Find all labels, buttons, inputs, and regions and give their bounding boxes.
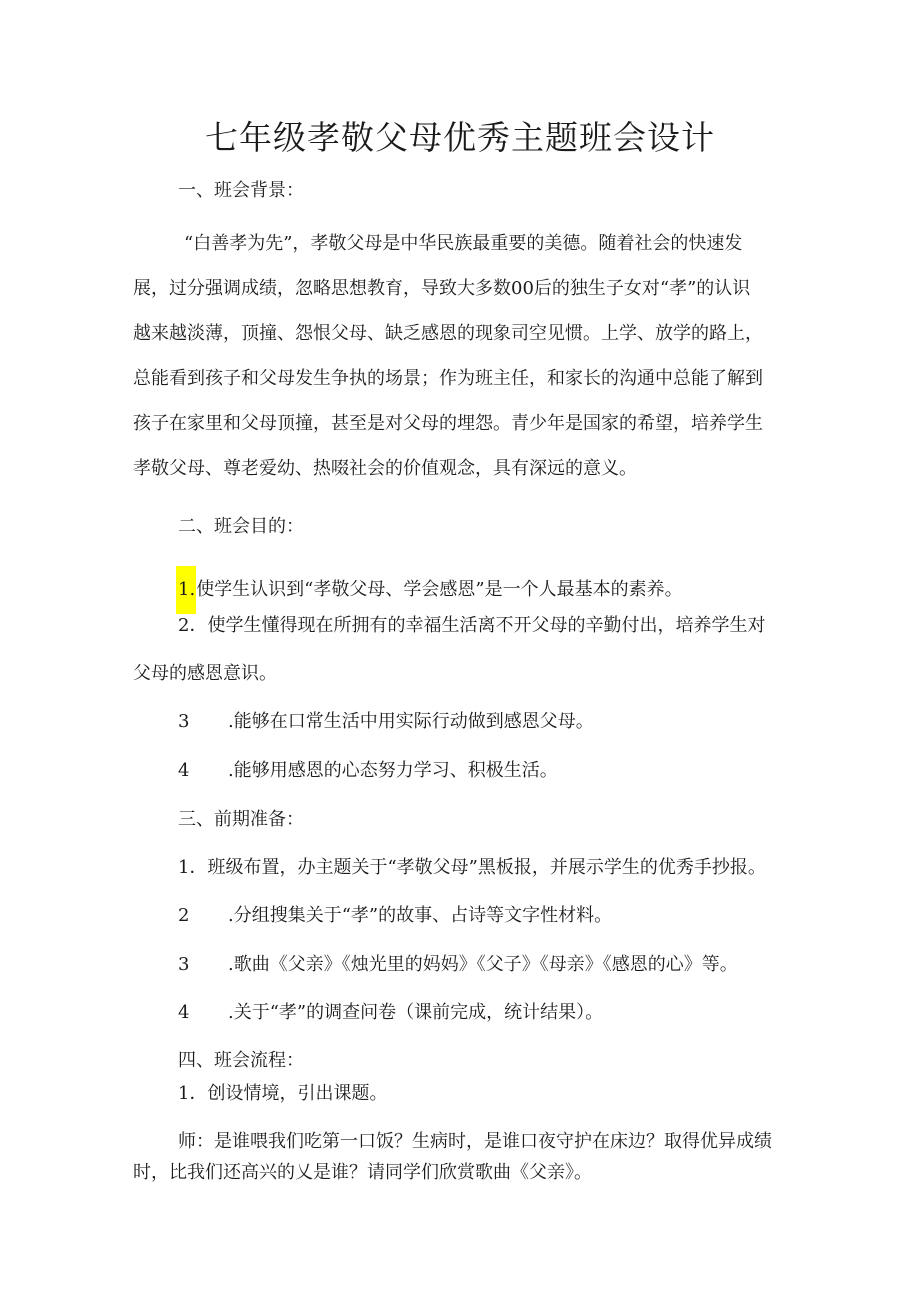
paragraph-line: “白善孝为先”，孝敬父母是中华民族最重要的美德。随着社会的快速发 xyxy=(184,233,743,254)
list-number: 3 xyxy=(178,711,190,732)
list-item: 2．使学生懂得现在所拥有的幸福生活离不开父母的辛勤付出，培养学生对 xyxy=(178,615,766,636)
list-item: 1．创设情境，引出课题。 xyxy=(178,1083,388,1104)
paragraph-line: 孩子在家里和父母顶撞，甚至是对父母的埋怨。青少年是国家的希望，培养学生 xyxy=(133,413,763,434)
list-item-text: .能够用感恩的心态努力学习、积极生活。 xyxy=(228,760,558,781)
list-item-text: .分组搜集关于“孝”的故事、占诗等文字性材料。 xyxy=(228,905,613,926)
section-heading-background: 一、班会背景： xyxy=(178,180,304,201)
list-number: 3 xyxy=(178,954,190,975)
paragraph-line: 总能看到孩子和父母发生争执的场景；作为班主任，和家长的沟通中总能了解到 xyxy=(133,368,763,389)
list-item xyxy=(178,711,594,733)
section-heading-process: 四、班会流程： xyxy=(178,1050,304,1071)
list-item xyxy=(178,1002,603,1024)
highlighted-number: 1. xyxy=(176,566,196,614)
list-item-continuation: 父母的感恩意识。 xyxy=(133,663,277,684)
paragraph-line: 师：是谁喂我们吃第一口饭？生病时，是谁口夜守护在床边？取得优异成绩 xyxy=(178,1131,772,1152)
list-number: 4 xyxy=(178,1002,190,1023)
paragraph-line: 展，过分强调成绩，忽略思想教育，导致大多数00后的独生子女对“孝”的认识 xyxy=(133,278,751,299)
list-item xyxy=(176,566,683,614)
list-item-text: .能够在口常生活中用实际行动做到感恩父母。 xyxy=(228,711,594,732)
list-item-text: 使学生认识到“孝敬父母、学会感恩”是一个人最基本的素养。 xyxy=(196,579,683,600)
document-title: 七年级孝敬父母优秀主题班会设计 xyxy=(205,118,715,157)
list-item-text: .歌曲《父亲》《烛光里的妈妈》《父子》《母亲》《感恩的心》等。 xyxy=(228,954,738,975)
section-heading-purpose: 二、班会目的： xyxy=(178,516,304,537)
list-item-text: .关于“孝”的调查问卷（课前完成，统计结果）。 xyxy=(228,1002,604,1023)
paragraph-line: 时，比我们还高兴的乂是谁？请同学们欣赏歌曲《父亲》。 xyxy=(133,1162,592,1183)
list-item: 1．班级布置，办主题关于“孝敬父母”黑板报，并展示学生的优秀手抄报。 xyxy=(178,857,766,878)
list-number: 2 xyxy=(178,905,190,926)
list-item xyxy=(178,760,558,782)
section-heading-preparation: 三、前期准备： xyxy=(178,809,304,830)
list-item xyxy=(178,905,612,927)
list-item xyxy=(178,954,738,976)
paragraph-line: 越来越淡薄，顶撞、怨恨父母、缺乏感恩的现象司空见惯。上学、放学的路上， xyxy=(133,323,763,344)
paragraph-line: 孝敬父母、尊老爱幼、热啜社会的价值观念，具有深远的意义。 xyxy=(133,458,637,479)
list-number: 4 xyxy=(178,760,190,781)
